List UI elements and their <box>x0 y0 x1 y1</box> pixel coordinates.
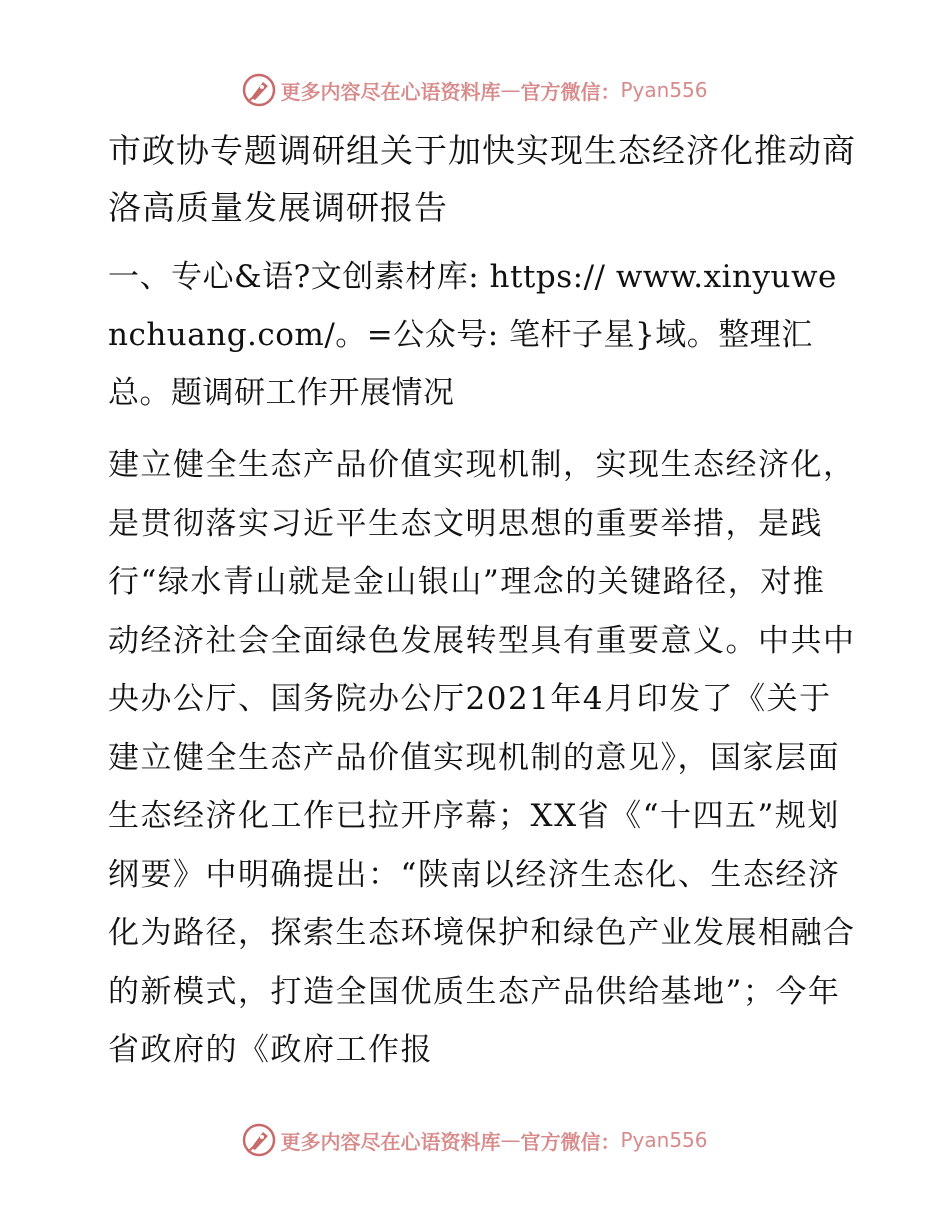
banner-text: 更多内容尽在心语资料库 <box>280 79 501 104</box>
banner-separator: — <box>500 78 521 102</box>
banner-wechat-id: Pyan556 <box>620 1128 708 1152</box>
footer-banner <box>0 1120 950 1160</box>
banner-wechat-id: Pyan556 <box>620 78 708 102</box>
banner-wechat-label: 官方微信： <box>520 79 621 104</box>
banner-wechat-label: 官方微信： <box>520 1129 621 1154</box>
body-paragraph: 建立健全生态产品价值实现机制，实现生态经济化，是贯彻落实习近平生态文明思想的重要举措，是践行“绿水青山就是金山银山”理念的关键路径，对推动经济社会全面绿色发展转型具有重要意义。中共中央办公厅、国务院办公厅2021年4月印发了《关于建立健全生态产品价值实现机制的意见》，国家层面生态经济化工作已拉开序幕；XX省《“十四五”规划纲要》中明确提出：“陕南以经济生态化、生态经济化为路径，探索生态环境保护和绿色产业发展相融合的新模式，打造全国优质生态产品供给基地”；今年省政府的《政府工作报 <box>108 447 856 1068</box>
banner-text: 更多内容尽在心语资料库 <box>280 1129 501 1154</box>
header-banner <box>0 70 950 110</box>
pen-nib-logo-icon <box>242 1123 276 1157</box>
section-heading: 一、专心&语?文创素材库: https:// www.xinyuwenchuang.com/。=公众号: 笔杆子星}域。整理汇总。题调研工作开展情况 <box>108 259 837 411</box>
document-title: 市政协专题调研组关于加快实现生态经济化推动商洛高质量发展调研报告 <box>108 131 856 227</box>
document-body <box>96 122 856 1080</box>
banner-separator: — <box>500 1128 521 1152</box>
pen-nib-logo-icon <box>242 73 276 107</box>
